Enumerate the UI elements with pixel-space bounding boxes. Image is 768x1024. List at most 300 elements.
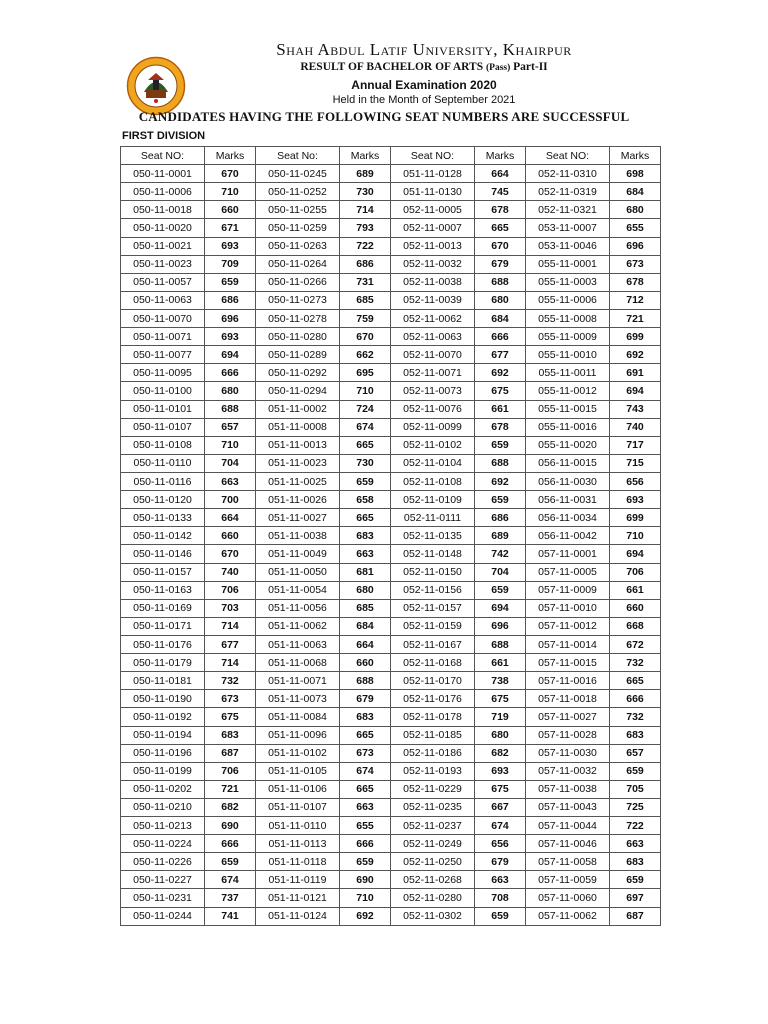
marks-cell: 689 [340, 165, 391, 183]
seat-number-cell: 052-11-0062 [391, 309, 475, 327]
seat-number-cell: 052-11-0302 [391, 907, 475, 925]
table-row [121, 346, 661, 364]
seat-number-cell: 052-11-0032 [391, 255, 475, 273]
marks-cell: 692 [475, 364, 526, 382]
seat-number-cell: 052-11-0250 [391, 853, 475, 871]
seat-number-cell: 052-11-0073 [391, 382, 475, 400]
seat-number-cell: 050-11-0252 [256, 183, 340, 201]
marks-cell: 659 [610, 762, 661, 780]
seat-number-cell: 051-11-0106 [256, 780, 340, 798]
seat-number-cell: 055-11-0010 [526, 346, 610, 364]
seat-number-cell: 052-11-0229 [391, 780, 475, 798]
marks-cell: 694 [610, 545, 661, 563]
marks-cell: 683 [610, 726, 661, 744]
marks-cell: 688 [205, 400, 256, 418]
marks-cell: 696 [475, 617, 526, 635]
seat-number-cell: 051-11-0063 [256, 635, 340, 653]
seat-number-cell: 050-11-0057 [121, 273, 205, 291]
seat-number-cell: 050-11-0231 [121, 889, 205, 907]
table-row [121, 255, 661, 273]
seat-number-cell: 050-11-0181 [121, 672, 205, 690]
marks-cell: 710 [340, 382, 391, 400]
table-header-row [121, 147, 661, 165]
marks-cell: 700 [205, 491, 256, 509]
seat-number-cell: 051-11-0096 [256, 726, 340, 744]
table-row [121, 237, 661, 255]
seat-number-cell: 050-11-0071 [121, 328, 205, 346]
seat-number-cell: 052-11-0186 [391, 744, 475, 762]
marks-cell: 695 [340, 364, 391, 382]
marks-cell: 741 [205, 907, 256, 925]
table-row [121, 581, 661, 599]
table-row [121, 708, 661, 726]
seat-number-cell: 057-11-0018 [526, 690, 610, 708]
result-title-pass: (Pass) [486, 63, 511, 73]
marks-cell: 759 [340, 309, 391, 327]
seat-number-cell: 050-11-0163 [121, 581, 205, 599]
marks-cell: 663 [205, 472, 256, 490]
seat-number-cell: 051-11-0113 [256, 835, 340, 853]
seat-number-cell: 050-11-0227 [121, 871, 205, 889]
seat-number-cell: 050-11-0101 [121, 400, 205, 418]
seat-number-cell: 057-11-0015 [526, 654, 610, 672]
seat-number-cell: 056-11-0031 [526, 491, 610, 509]
marks-cell: 665 [340, 509, 391, 527]
marks-cell: 662 [340, 346, 391, 364]
marks-cell: 686 [205, 291, 256, 309]
seat-number-cell: 052-11-0280 [391, 889, 475, 907]
seat-number-cell: 057-11-0014 [526, 635, 610, 653]
marks-cell: 705 [610, 780, 661, 798]
marks-cell: 663 [610, 835, 661, 853]
seat-number-cell: 050-11-0194 [121, 726, 205, 744]
division-label: FIRST DIVISION [122, 130, 206, 142]
marks-cell: 655 [340, 817, 391, 835]
marks-cell: 675 [475, 780, 526, 798]
seat-number-cell: 050-11-0020 [121, 219, 205, 237]
seat-number-cell: 051-11-0071 [256, 672, 340, 690]
seat-number-cell: 050-11-0142 [121, 527, 205, 545]
column-header: Seat NO: [391, 147, 475, 165]
marks-cell: 690 [205, 817, 256, 835]
table-row [121, 853, 661, 871]
seat-number-cell: 052-11-0157 [391, 599, 475, 617]
marks-cell: 683 [340, 527, 391, 545]
marks-cell: 673 [340, 744, 391, 762]
seat-number-cell: 057-11-0060 [526, 889, 610, 907]
marks-cell: 659 [340, 472, 391, 490]
seat-number-cell: 050-11-0146 [121, 545, 205, 563]
table-row [121, 491, 661, 509]
column-header: Seat NO: [526, 147, 610, 165]
seat-number-cell: 057-11-0009 [526, 581, 610, 599]
marks-cell: 710 [340, 889, 391, 907]
marks-cell: 722 [340, 237, 391, 255]
marks-cell: 715 [610, 454, 661, 472]
marks-cell: 699 [610, 328, 661, 346]
seat-number-cell: 052-11-0108 [391, 472, 475, 490]
seat-number-cell: 051-11-0130 [391, 183, 475, 201]
marks-cell: 677 [205, 635, 256, 653]
seat-number-cell: 052-11-0176 [391, 690, 475, 708]
table-row [121, 454, 661, 472]
seat-number-cell: 050-11-0171 [121, 617, 205, 635]
seat-number-cell: 050-11-0176 [121, 635, 205, 653]
marks-cell: 688 [475, 454, 526, 472]
marks-cell: 667 [475, 798, 526, 816]
column-header: Marks [205, 147, 256, 165]
table-row [121, 889, 661, 907]
marks-cell: 699 [610, 509, 661, 527]
table-row [121, 690, 661, 708]
marks-cell: 665 [610, 672, 661, 690]
marks-cell: 659 [205, 853, 256, 871]
table-row [121, 835, 661, 853]
marks-cell: 730 [340, 183, 391, 201]
marks-cell: 673 [610, 255, 661, 273]
seat-number-cell: 052-11-0063 [391, 328, 475, 346]
seat-number-cell: 051-11-0002 [256, 400, 340, 418]
seat-number-cell: 052-11-0102 [391, 436, 475, 454]
seat-number-cell: 050-11-0116 [121, 472, 205, 490]
marks-cell: 685 [340, 599, 391, 617]
marks-cell: 663 [475, 871, 526, 889]
seat-number-cell: 056-11-0015 [526, 454, 610, 472]
seat-number-cell: 052-11-0319 [526, 183, 610, 201]
marks-cell: 670 [475, 237, 526, 255]
seat-number-cell: 055-11-0009 [526, 328, 610, 346]
marks-cell: 664 [475, 165, 526, 183]
table-row [121, 509, 661, 527]
marks-cell: 674 [205, 871, 256, 889]
table-row [121, 382, 661, 400]
seat-number-cell: 052-11-0167 [391, 635, 475, 653]
marks-cell: 742 [475, 545, 526, 563]
marks-cell: 671 [205, 219, 256, 237]
seat-number-cell: 051-11-0119 [256, 871, 340, 889]
seat-number-cell: 051-11-0062 [256, 617, 340, 635]
table-row [121, 309, 661, 327]
marks-cell: 666 [475, 328, 526, 346]
marks-cell: 710 [610, 527, 661, 545]
seat-number-cell: 050-11-0263 [256, 237, 340, 255]
seat-number-cell: 051-11-0025 [256, 472, 340, 490]
seat-number-cell: 050-11-0077 [121, 346, 205, 364]
marks-cell: 670 [340, 328, 391, 346]
marks-cell: 684 [340, 617, 391, 635]
seat-number-cell: 057-11-0016 [526, 672, 610, 690]
seat-number-cell: 051-11-0038 [256, 527, 340, 545]
seat-number-cell: 051-11-0084 [256, 708, 340, 726]
seat-number-cell: 051-11-0026 [256, 491, 340, 509]
seat-number-cell: 052-11-0005 [391, 201, 475, 219]
seat-number-cell: 050-11-0063 [121, 291, 205, 309]
marks-cell: 678 [475, 201, 526, 219]
marks-cell: 714 [340, 201, 391, 219]
result-title-part: Part-II [510, 61, 548, 73]
marks-cell: 688 [475, 273, 526, 291]
marks-cell: 673 [205, 690, 256, 708]
marks-cell: 687 [610, 907, 661, 925]
table-row [121, 436, 661, 454]
marks-cell: 659 [475, 907, 526, 925]
marks-cell: 719 [475, 708, 526, 726]
table-row [121, 563, 661, 581]
marks-cell: 675 [475, 382, 526, 400]
marks-cell: 672 [610, 635, 661, 653]
marks-cell: 692 [475, 472, 526, 490]
marks-cell: 659 [340, 853, 391, 871]
marks-cell: 684 [610, 183, 661, 201]
marks-cell: 674 [475, 817, 526, 835]
marks-cell: 680 [610, 201, 661, 219]
results-table [120, 146, 661, 926]
marks-cell: 666 [340, 835, 391, 853]
seat-number-cell: 051-11-0107 [256, 798, 340, 816]
marks-cell: 665 [340, 726, 391, 744]
seat-number-cell: 052-11-0038 [391, 273, 475, 291]
seat-number-cell: 057-11-0038 [526, 780, 610, 798]
seat-number-cell: 057-11-0044 [526, 817, 610, 835]
marks-cell: 743 [610, 400, 661, 418]
seat-number-cell: 057-11-0012 [526, 617, 610, 635]
marks-cell: 693 [205, 237, 256, 255]
marks-cell: 686 [340, 255, 391, 273]
seat-number-cell: 057-11-0058 [526, 853, 610, 871]
seat-number-cell: 050-11-0199 [121, 762, 205, 780]
table-row [121, 545, 661, 563]
seat-number-cell: 052-11-0104 [391, 454, 475, 472]
seat-number-cell: 051-11-0124 [256, 907, 340, 925]
seat-number-cell: 051-11-0102 [256, 744, 340, 762]
marks-cell: 704 [475, 563, 526, 581]
marks-cell: 738 [475, 672, 526, 690]
seat-number-cell: 051-11-0121 [256, 889, 340, 907]
table-row [121, 744, 661, 762]
seat-number-cell: 052-11-0076 [391, 400, 475, 418]
marks-cell: 709 [205, 255, 256, 273]
marks-cell: 745 [475, 183, 526, 201]
marks-cell: 659 [475, 436, 526, 454]
seat-number-cell: 052-11-0039 [391, 291, 475, 309]
marks-cell: 710 [205, 436, 256, 454]
marks-cell: 693 [610, 491, 661, 509]
seat-number-cell: 057-11-0001 [526, 545, 610, 563]
marks-cell: 686 [475, 509, 526, 527]
seat-number-cell: 055-11-0020 [526, 436, 610, 454]
marks-cell: 660 [205, 527, 256, 545]
table-row [121, 672, 661, 690]
seat-number-cell: 050-11-0264 [256, 255, 340, 273]
exam-title: Annual Examination 2020 [351, 78, 497, 92]
seat-number-cell: 051-11-0013 [256, 436, 340, 454]
seat-number-cell: 052-11-0170 [391, 672, 475, 690]
marks-cell: 659 [205, 273, 256, 291]
seat-number-cell: 050-11-0001 [121, 165, 205, 183]
table-row [121, 798, 661, 816]
marks-cell: 706 [205, 581, 256, 599]
table-row [121, 400, 661, 418]
marks-cell: 665 [340, 780, 391, 798]
seat-number-cell: 055-11-0003 [526, 273, 610, 291]
marks-cell: 708 [475, 889, 526, 907]
marks-cell: 660 [340, 654, 391, 672]
marks-cell: 725 [610, 798, 661, 816]
marks-cell: 681 [340, 563, 391, 581]
seat-number-cell: 051-11-0068 [256, 654, 340, 672]
seat-number-cell: 052-11-0321 [526, 201, 610, 219]
table-row [121, 762, 661, 780]
marks-cell: 677 [475, 346, 526, 364]
result-title [40, 61, 768, 73]
marks-cell: 660 [610, 599, 661, 617]
marks-cell: 724 [340, 400, 391, 418]
marks-cell: 706 [610, 563, 661, 581]
marks-cell: 678 [610, 273, 661, 291]
marks-cell: 663 [340, 798, 391, 816]
seat-number-cell: 052-11-0168 [391, 654, 475, 672]
marks-cell: 656 [475, 835, 526, 853]
marks-cell: 714 [205, 654, 256, 672]
marks-cell: 694 [205, 346, 256, 364]
marks-cell: 666 [205, 364, 256, 382]
marks-cell: 675 [475, 690, 526, 708]
marks-cell: 690 [340, 871, 391, 889]
seat-number-cell: 057-11-0027 [526, 708, 610, 726]
marks-cell: 687 [205, 744, 256, 762]
seat-number-cell: 050-11-0006 [121, 183, 205, 201]
candidates-heading: CANDIDATES HAVING THE FOLLOWING SEAT NUMBERS ARE SUCCESSFUL [138, 109, 630, 124]
seat-number-cell: 050-11-0292 [256, 364, 340, 382]
seat-number-cell: 052-11-0109 [391, 491, 475, 509]
marks-cell: 670 [205, 545, 256, 563]
table-row [121, 726, 661, 744]
seat-number-cell: 052-11-0235 [391, 798, 475, 816]
marks-cell: 680 [475, 726, 526, 744]
seat-number-cell: 050-11-0245 [256, 165, 340, 183]
seat-number-cell: 050-11-0120 [121, 491, 205, 509]
table-row [121, 183, 661, 201]
seat-number-cell: 050-11-0273 [256, 291, 340, 309]
marks-cell: 656 [610, 472, 661, 490]
seat-number-cell: 057-11-0046 [526, 835, 610, 853]
seat-number-cell: 051-11-0049 [256, 545, 340, 563]
marks-cell: 657 [205, 418, 256, 436]
column-header: Marks [610, 147, 661, 165]
marks-cell: 691 [610, 364, 661, 382]
marks-cell: 668 [610, 617, 661, 635]
marks-cell: 698 [610, 165, 661, 183]
seat-number-cell: 055-11-0016 [526, 418, 610, 436]
seat-number-cell: 052-11-0013 [391, 237, 475, 255]
seat-number-cell: 050-11-0280 [256, 328, 340, 346]
marks-cell: 703 [205, 599, 256, 617]
seat-number-cell: 051-11-0027 [256, 509, 340, 527]
marks-cell: 694 [475, 599, 526, 617]
seat-number-cell: 052-11-0070 [391, 346, 475, 364]
marks-cell: 665 [340, 436, 391, 454]
seat-number-cell: 051-11-0128 [391, 165, 475, 183]
seat-number-cell: 057-11-0043 [526, 798, 610, 816]
column-header: Marks [475, 147, 526, 165]
marks-cell: 659 [475, 581, 526, 599]
marks-cell: 682 [475, 744, 526, 762]
marks-cell: 696 [205, 309, 256, 327]
marks-cell: 697 [610, 889, 661, 907]
seat-number-cell: 050-11-0259 [256, 219, 340, 237]
marks-cell: 666 [610, 690, 661, 708]
seat-number-cell: 052-11-0159 [391, 617, 475, 635]
marks-cell: 664 [340, 635, 391, 653]
seat-number-cell: 050-11-0196 [121, 744, 205, 762]
marks-cell: 664 [205, 509, 256, 527]
seat-number-cell: 051-11-0073 [256, 690, 340, 708]
marks-cell: 721 [205, 780, 256, 798]
seat-number-cell: 050-11-0157 [121, 563, 205, 581]
table-row [121, 780, 661, 798]
table-body [121, 165, 661, 926]
table-row [121, 817, 661, 835]
marks-cell: 693 [205, 328, 256, 346]
seat-number-cell: 052-11-0135 [391, 527, 475, 545]
marks-cell: 661 [610, 581, 661, 599]
marks-cell: 696 [610, 237, 661, 255]
seat-number-cell: 050-11-0226 [121, 853, 205, 871]
marks-cell: 680 [475, 291, 526, 309]
table-row [121, 907, 661, 925]
seat-number-cell: 051-11-0118 [256, 853, 340, 871]
marks-cell: 679 [475, 255, 526, 273]
marks-cell: 679 [475, 853, 526, 871]
seat-number-cell: 050-11-0095 [121, 364, 205, 382]
seat-number-cell: 052-11-0150 [391, 563, 475, 581]
seat-number-cell: 051-11-0056 [256, 599, 340, 617]
seat-number-cell: 050-11-0110 [121, 454, 205, 472]
marks-cell: 680 [205, 382, 256, 400]
marks-cell: 683 [340, 708, 391, 726]
marks-cell: 732 [205, 672, 256, 690]
marks-cell: 682 [205, 798, 256, 816]
marks-cell: 730 [340, 454, 391, 472]
seat-number-cell: 052-11-0007 [391, 219, 475, 237]
seat-number-cell: 050-11-0266 [256, 273, 340, 291]
column-header: Marks [340, 147, 391, 165]
marks-cell: 660 [205, 201, 256, 219]
seat-number-cell: 050-11-0244 [121, 907, 205, 925]
marks-cell: 666 [205, 835, 256, 853]
marks-cell: 732 [610, 654, 661, 672]
seat-number-cell: 050-11-0108 [121, 436, 205, 454]
seat-number-cell: 050-11-0202 [121, 780, 205, 798]
marks-cell: 712 [610, 291, 661, 309]
seat-number-cell: 055-11-0006 [526, 291, 610, 309]
column-header: Seat No: [256, 147, 340, 165]
marks-cell: 692 [610, 346, 661, 364]
marks-cell: 717 [610, 436, 661, 454]
table-row [121, 273, 661, 291]
marks-cell: 663 [340, 545, 391, 563]
marks-cell: 683 [610, 853, 661, 871]
seat-number-cell: 057-11-0059 [526, 871, 610, 889]
table-row [121, 291, 661, 309]
marks-cell: 688 [340, 672, 391, 690]
seat-number-cell: 057-11-0032 [526, 762, 610, 780]
held-date: Held in the Month of September 2021 [332, 94, 516, 106]
marks-cell: 722 [610, 817, 661, 835]
result-title-main: RESULT OF BACHELOR OF ARTS [300, 61, 486, 73]
marks-cell: 665 [475, 219, 526, 237]
marks-cell: 658 [340, 491, 391, 509]
